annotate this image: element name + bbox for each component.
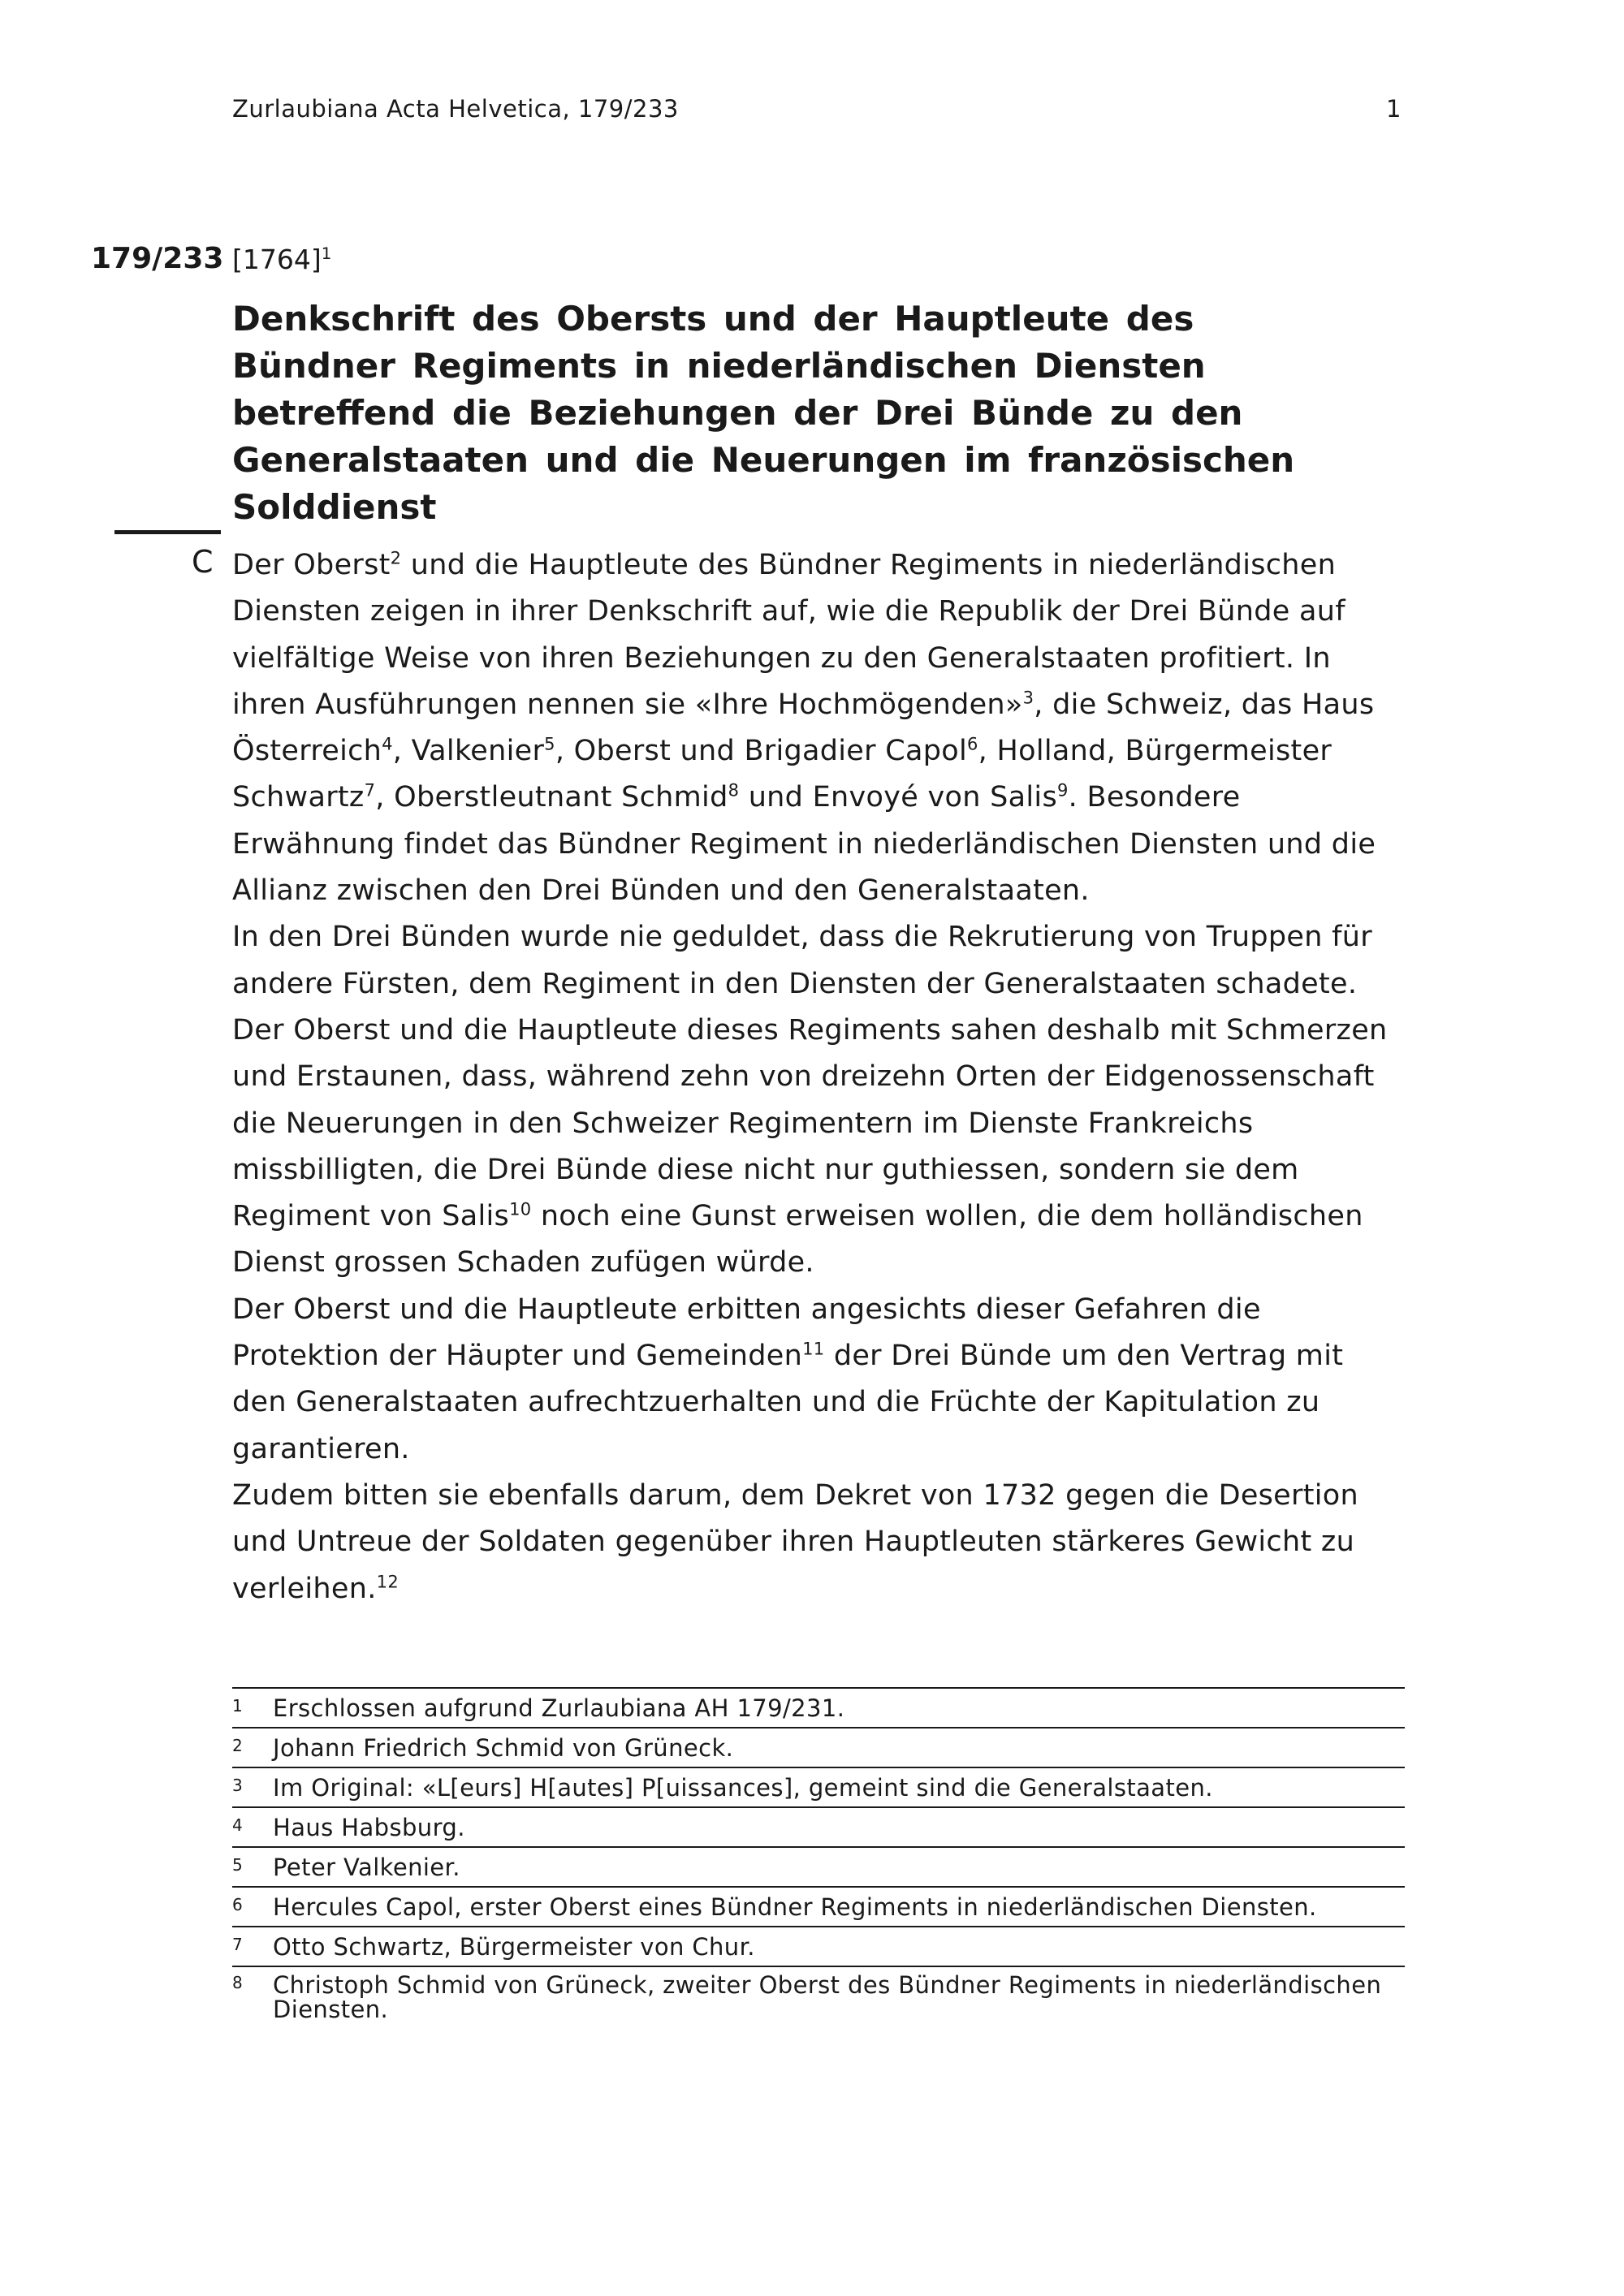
footnote: [232, 1806, 1405, 1846]
footnote: [232, 1727, 1405, 1767]
footnote-text: Hercules Capol, erster Oberst eines Bündner Regiments in niederländischen Diensten.: [273, 1893, 1317, 1921]
footnote-number: 1: [232, 1696, 244, 1716]
abstract-paragraph: Zudem bitten sie ebenfalls darum, dem Dekret von 1732 gegen die Desertion und Untreue der Soldaten gegenüber ihren Hauptleuten stärkeres Gewicht zu verleihen.$^{12}$: [232, 1478, 1358, 1605]
document-date-line: [232, 244, 331, 275]
footnote-number: 6: [232, 1895, 244, 1914]
footnote: [232, 1767, 1405, 1806]
content-marker: C: [192, 544, 214, 580]
footnote-number: 5: [232, 1855, 244, 1875]
footnote-text: Haus Habsburg.: [273, 1814, 465, 1841]
footnote-number: 4: [232, 1815, 244, 1835]
abstract-paragraph: In den Drei Bünden wurde nie geduldet, dass die Rekrutierung von Truppen für andere Fürsten, dem Regiment in den Diensten der Generalstaaten schadete. Der Oberst und die Hauptleute dieses Regiments sahen deshalb mit Schmerzen und Erstaunen, dass, während zehn von dreizehn Orten der Eidgenossenschaft die Neuerungen in den Schweizer Regimentern im Dienste Frankreichs missbilligten, die Drei Bünde diese nicht nur guthiessen, sondern sie dem Regiment von Salis$^{10}$ noch eine Gunst erweisen wollen, die dem holländischen Dienst grossen Schaden zufügen würde.: [232, 921, 1388, 1280]
document-date: [1764]: [232, 244, 322, 275]
section-rule: [114, 530, 221, 534]
footnote-ref[interactable]: 8: [728, 780, 740, 801]
footnote-text: Otto Schwartz, Bürgermeister von Chur.: [273, 1933, 755, 1961]
footnote-ref[interactable]: 12: [376, 1571, 399, 1591]
footnote-ref[interactable]: 1: [321, 244, 332, 263]
footnote-ref[interactable]: 4: [382, 734, 393, 754]
footnote-number: 2: [232, 1736, 244, 1755]
document-title: Denkschrift des Obersts und der Hauptleute des Bündner Regiments in niederländischen Diensten betreffend die Beziehungen der Drei Bünde zu den Generalstaaten und die Neuerungen im französischen Solddienst: [232, 299, 1295, 527]
footnote-ref[interactable]: 2: [390, 548, 402, 568]
footnote: [232, 1687, 1405, 1727]
footnote-number: 7: [232, 1935, 244, 1954]
footnote: [232, 1966, 1405, 2026]
abstract-text: [232, 542, 1402, 1612]
page-number: 1: [1386, 95, 1402, 123]
footnote-ref[interactable]: 6: [966, 734, 978, 754]
footnotes: [232, 1687, 1405, 2026]
running-header: [232, 95, 1402, 123]
footnote: [232, 1886, 1405, 1926]
footnote-number: 3: [232, 1776, 244, 1795]
footnote-text: Im Original: «L[eurs] H[autes] P[uissances], gemeint sind die Generalstaaten.: [273, 1774, 1213, 1802]
running-title: Zurlaubiana Acta Helvetica, 179/233: [232, 95, 679, 123]
footnote-ref[interactable]: 3: [1022, 688, 1034, 708]
footnote-number: 8: [232, 1973, 244, 1992]
footnote-ref[interactable]: 7: [364, 780, 376, 801]
footnote-text: Peter Valkenier.: [273, 1854, 460, 1881]
footnote: [232, 1926, 1405, 1966]
footnote-ref[interactable]: 10: [509, 1199, 532, 1219]
footnote-ref[interactable]: 5: [544, 734, 555, 754]
footnote-text: Christoph Schmid von Grüneck, zweiter Oberst des Bündner Regiments in niederländischen Diensten.: [273, 1971, 1382, 2023]
abstract-paragraph: Der Oberst$^2$ und die Hauptleute des Bündner Regiments in niederländischen Diensten zeigen in ihrer Denkschrift auf, wie die Republik der Drei Bünde auf vielfältige Weise von ihren Beziehungen zu den Generalstaaten profitiert. In ihren Ausführungen nennen sie «Ihre Hochmögenden»$^3$, die Schweiz, das Haus Österreich$^4$, Valkenier$^5$, Oberst und Brigadier Capol$^6$, Holland, Bürgermeister Schwartz$^7$, Oberstleutnant Schmid$^8$ und Envoyé von Salis$^9$. Besondere Erwähnung findet das Bündner Regiment in niederländischen Diensten und die Allianz zwischen den Drei Bünden und den Generalstaaten.: [232, 548, 1376, 908]
footnote: [232, 1846, 1405, 1886]
footnote-text: Erschlossen aufgrund Zurlaubiana AH 179/231.: [273, 1694, 845, 1722]
footnote-ref[interactable]: 9: [1056, 780, 1069, 801]
document-number: 179/233: [91, 242, 224, 275]
footnote-ref[interactable]: 11: [802, 1339, 825, 1359]
footnote-text: Johann Friedrich Schmid von Grüneck.: [273, 1734, 734, 1762]
abstract-paragraph: Der Oberst und die Hauptleute erbitten angesichts dieser Gefahren die Protektion der Häupter und Gemeinden$^{11}$ der Drei Bünde um den Vertrag mit den Generalstaaten aufrechtzuerhalten und die Früchte der Kapitulation zu garantieren.: [232, 1293, 1344, 1465]
